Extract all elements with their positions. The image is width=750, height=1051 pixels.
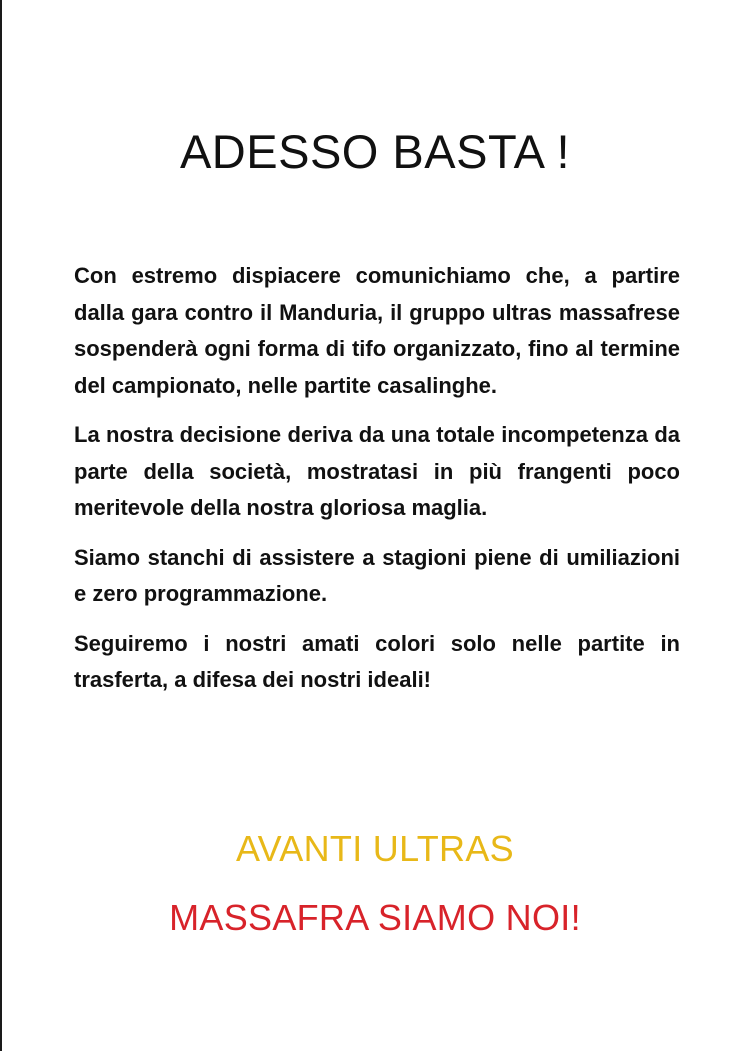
slogan-massafra-siamo-noi: MASSAFRA SIAMO NOI! xyxy=(169,897,581,938)
slogan-avanti-ultras: AVANTI ULTRAS xyxy=(236,828,514,869)
document-body xyxy=(74,258,680,712)
paragraph: La nostra decisione deriva da una totale incompetenza da parte della società, mostratasi in più frangenti poco meritevole della nostra gloriosa maglia. xyxy=(74,422,680,520)
document-title: ADESSO BASTA ! xyxy=(179,125,571,178)
paragraph: Seguiremo i nostri amati colori solo nelle partite in trasferta, a difesa dei nostri ideali! xyxy=(74,630,680,692)
paragraph: Con estremo dispiacere comunichiamo che, a partire dalla gara contro il Manduria, il gruppo ultras massafrese sospenderà ogni forma di tifo organizzato, fino al termine del campionato, nelle partite casalinghe. xyxy=(74,263,680,398)
paragraph: Siamo stanchi di assistere a stagioni piene di umiliazioni e zero programmazione. xyxy=(74,544,680,606)
